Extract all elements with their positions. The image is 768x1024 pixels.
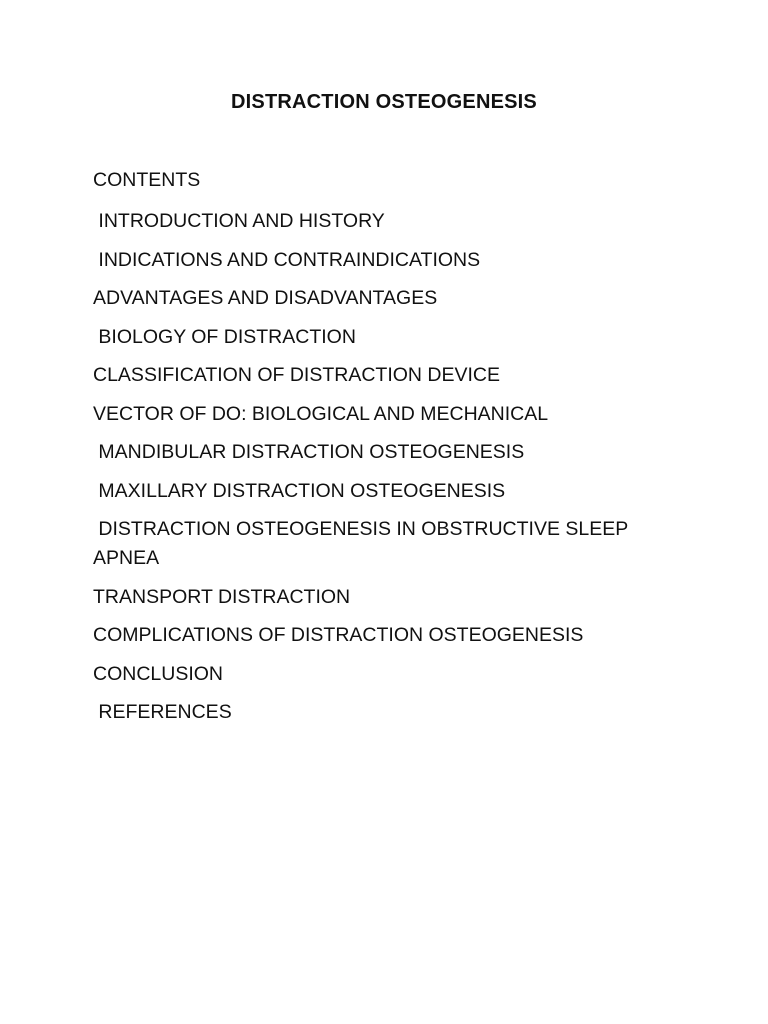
- contents-list: [93, 168, 673, 737]
- contents-item-vector: VECTOR OF DO: BIOLOGICAL AND MECHANICAL: [93, 402, 549, 425]
- contents-item-maxillary: MAXILLARY DISTRACTION OSTEOGENESIS: [93, 479, 506, 502]
- contents-item-sleep-apnea: DISTRACTION OSTEOGENESIS IN OBSTRUCTIVE SLEEP APNEA: [93, 518, 633, 569]
- contents-item-conclusion: CONCLUSION: [93, 662, 224, 685]
- contents-item-classification: CLASSIFICATION OF DISTRACTION DEVICE: [93, 364, 501, 386]
- contents-item-transport: TRANSPORT DISTRACTION: [93, 585, 351, 608]
- contents-heading: CONTENTS: [93, 169, 201, 191]
- contents-item-introduction: INTRODUCTION AND HISTORY: [93, 210, 385, 232]
- contents-item-advantages: ADVANTAGES AND DISADVANTAGES: [93, 287, 438, 309]
- contents-item-indications: INDICATIONS AND CONTRAINDICATIONS: [93, 248, 481, 271]
- contents-item-mandibular: MANDIBULAR DISTRACTION OSTEOGENESIS: [93, 441, 525, 463]
- document-title: DISTRACTION OSTEOGENESIS: [231, 91, 537, 113]
- contents-items: [93, 207, 673, 727]
- contents-item-complications: COMPLICATIONS OF DISTRACTION OSTEOGENESIS: [93, 624, 584, 646]
- contents-item-references: REFERENCES: [93, 701, 232, 723]
- contents-item-biology: BIOLOGY OF DISTRACTION: [93, 325, 356, 348]
